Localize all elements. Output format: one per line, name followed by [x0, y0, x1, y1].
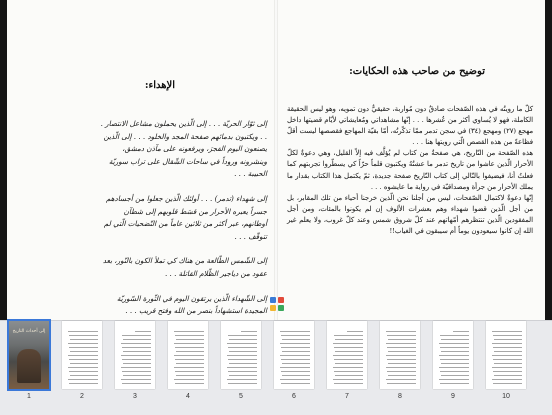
thumbnail-text-line [174, 379, 204, 380]
thumbnail-text-line [121, 379, 151, 380]
body-paragraph: إنّها دعوةٌ لاكتمال الصّفحات، ليس من أجلنا نحن الّذين خرجنا أحياء من تلك المقابر، بل من أجل الّذين قضوا شهداء وهم بعشرات الألوف إن لم يكونوا بالمئات، ومن أجل المفقودين الّذين تنتظرهم أمّهاتهم عند كلّ شروق شمس وعند كلّ غروب، ولا يعلم غير الله إن كانوا سيعودون يوماً أم سيبقون في الغياب!! [287, 193, 533, 236]
thumbnail-text-line [440, 347, 469, 348]
thumbnail-text-line [282, 351, 310, 352]
thumbnail-text-line [334, 347, 363, 348]
thumbnail-text-line [494, 375, 522, 376]
thumbnail-page-number: 10 [502, 393, 510, 400]
thumbnail-text-line [386, 355, 416, 356]
thumbnail-text-line [175, 335, 204, 336]
thumbnail-text-line [494, 339, 522, 340]
thumbnail-text-line [68, 379, 98, 380]
thumbnail-text-line [386, 379, 416, 380]
thumbnail-page-number: 8 [398, 393, 402, 400]
thumbnail-text-line [228, 371, 257, 372]
thumbnail-text-line [70, 375, 98, 376]
thumbnail-text-line [492, 379, 522, 380]
thumbnail-text-line [334, 359, 363, 360]
thumbnail-text-line [121, 367, 151, 368]
thumbnail-text-line [441, 351, 469, 352]
thumbnail-text-line [334, 371, 363, 372]
dedication-paragraph: إلى ثوّار الحريّة . . . إلى الّذين يحملون مشاعل الانتصار . . . ويكتبون بدمائهم صفحة المجد والخلود . . . إلى الّذين يصنعون اليوم الفجرَ، ويرفعونه على مآذن دمشق، وينشرونه وروداً في ساحات الشّقال على تراب سوريّة الحبيبة . . . [100, 119, 267, 179]
thumbnail-text-line [280, 343, 310, 344]
thumbnail-text-line [123, 375, 151, 376]
thumbnail-text-line [281, 383, 310, 384]
dedication-title: الإهداء: [144, 80, 175, 91]
thumbnail-text-line [281, 335, 310, 336]
thumbnail[interactable] [112, 321, 158, 415]
grid-view-icon[interactable] [270, 297, 284, 311]
thumbnail-text-line [123, 351, 151, 352]
thumbnail-page[interactable] [221, 321, 261, 389]
thumbnail-text-line [493, 347, 522, 348]
thumbnail[interactable] [218, 321, 264, 415]
thumbnail-text-line [386, 331, 416, 332]
thumbnail-page[interactable] [274, 321, 314, 389]
thumbnail-text-line [335, 339, 363, 340]
thumbnail[interactable] [271, 321, 317, 415]
thumbnail-text-line [122, 335, 151, 336]
thumbnail-text-line [387, 359, 416, 360]
thumbnail-text-line [494, 351, 522, 352]
thumbnail-text-line [333, 379, 363, 380]
thumbnail-text-line [493, 371, 522, 372]
thumbnail[interactable] [59, 321, 105, 415]
thumbnail-text-line [69, 335, 98, 336]
chapter-title: توضيح من صاحب هذه الحكايات: [349, 66, 485, 77]
body-paragraph: هذه الصّفحة من التّاريخ، هي صفحةٌ من كتاب لم يُؤلَّف فيه إلاّ القليل، وهي دعوةٌ لكلّ الأحرار الّذين عاشوا من تاريخ تدمر ما عشتُهُ ويكتبون قلماً حرّاً كي يسطّروا تجربتهم كما فعلتُ أنا، فيضيفوا بالتّالي إلى كتاب التّاريخ صفحة جديدة، ثمّ يكتمل هذا الكتاب بقدار ما يملك الأحرار من جرأة ومصداقيّة في رواية ما عايشوه . . . [287, 149, 533, 191]
dedication-paragraph: إلى الشّمس الطّالعة من هناك كي تملأ الكون بالنّور، بعد عقود من دياجير الظّلام القاتلة . . . [102, 256, 267, 278]
thumbnail-page[interactable] [380, 321, 420, 389]
thumbnail-text-line [68, 367, 98, 368]
thumbnail-text-line [282, 363, 310, 364]
thumbnail[interactable] [377, 321, 423, 415]
thumbnail-page[interactable] [433, 321, 473, 389]
thumbnail-text-line [281, 371, 310, 372]
thumbnail-page-number: 9 [451, 393, 455, 400]
thumbnail-text-line [229, 351, 257, 352]
thumbnail-text-line [281, 347, 310, 348]
thumbnail-text-line [335, 375, 363, 376]
thumbnail-text-line [176, 351, 204, 352]
dedication-text [97, 118, 267, 320]
thumbnail[interactable] [165, 321, 211, 415]
dedication-paragraph: إلى الشّهداء الّذين يرتقون اليوم في الثّورة السّوريّة المجيدة استشهاداً بنصر من الله وفتح قريب . . . [116, 293, 267, 316]
thumbnail-text-line [122, 371, 151, 372]
thumbnail-text-line [441, 363, 469, 364]
thumbnail-page-number: 4 [186, 393, 190, 400]
thumbnail-text-line [441, 339, 469, 340]
thumbnail-page-number: 2 [80, 393, 84, 400]
thumbnail-text-line [70, 339, 98, 340]
thumbnail[interactable] [483, 321, 529, 415]
thumbnail-text-line [335, 351, 363, 352]
thumbnail-page[interactable] [486, 321, 526, 389]
thumbnail-text-line [122, 359, 151, 360]
thumbnail-page-number: 1 [27, 393, 31, 400]
thumbnail-text-line [440, 371, 469, 372]
thumbnail-text-line [333, 355, 363, 356]
thumbnail-page-number: 7 [345, 393, 349, 400]
thumbnail-text-line [70, 363, 98, 364]
thumbnail-text-line [241, 331, 257, 332]
thumbnail-text-line [174, 331, 204, 332]
right-page [277, 0, 545, 320]
thumbnail-text-line [453, 331, 469, 332]
thumbnail-text-line [69, 383, 98, 384]
thumbnail-text-line [440, 359, 469, 360]
thumbnail-text-line [386, 367, 416, 368]
thumbnail-text-line [335, 363, 363, 364]
body-paragraph: كلّ ما رويتُه في هذه الصّفحات صادقٌ دون مُواربة، حقيقيٌّ دون تمويه، وهو ليس الحقيقة الكاملة، فهو لا يُساوي أكثر من عُشرها . . . إنّها مشاهداتي ومُعايشاتي لأيّام قضيتها داخل مهجع (٢٧) ومهجع (٣٤) في سجن تدمر ممّا تذكّرتُه، أمّا بقيّة المهاجع فقصصها ليست أقلّ فظاعةً من هذه القصص الّتي رويتها هنا . . . [287, 105, 533, 147]
thumbnail-text-line [227, 343, 257, 344]
thumbnail-text-line [68, 355, 98, 356]
thumbnail-text-line [176, 363, 204, 364]
thumbnail-text-line [439, 367, 469, 368]
thumbnail-text-line [227, 379, 257, 380]
thumbnail-text-line [494, 363, 522, 364]
thumbnail-text-line [387, 371, 416, 372]
thumbnail-text-line [176, 375, 204, 376]
thumbnail-text-line [135, 331, 151, 332]
thumbnail-text-line [280, 355, 310, 356]
thumbnail-text-line [227, 355, 257, 356]
thumbnail-text-line [175, 371, 204, 372]
cover-title: إلى أحداث التاريخ [12, 329, 46, 334]
thumbnail[interactable] [430, 321, 476, 415]
thumbnail-text-line [174, 355, 204, 356]
thumbnail-text-line [281, 359, 310, 360]
thumbnail-text-line [229, 363, 257, 364]
dedication-paragraph: إلى شهداء (تدمر) . . . أولئك الّذين جعلوا من أجسادهم جسراً يعبره الأحرار من قسَط قلوبهم إلى شطآن أوطانهم، عبر أكثر من ثلاثين عاماً من التّضحيات الّتي لم تتوقّف . . . [103, 193, 267, 241]
thumbnail-text-line [175, 383, 204, 384]
thumbnail-text-line [388, 363, 416, 364]
thumbnail-page[interactable] [62, 321, 102, 389]
thumbnail-text-line [492, 355, 522, 356]
thumbnail-text-line [388, 375, 416, 376]
thumbnail-page-number: 5 [239, 393, 243, 400]
body-text [287, 104, 533, 237]
thumbnail-text-line [229, 375, 257, 376]
thumbnail-text-line [387, 383, 416, 384]
thumbnail-page-number: 6 [292, 393, 296, 400]
thumbnail-page[interactable] [327, 321, 367, 389]
thumbnail-page[interactable] [168, 321, 208, 389]
thumbnail-text-line [280, 331, 310, 332]
thumbnail-text-line [333, 343, 363, 344]
thumbnail-text-line [388, 339, 416, 340]
thumbnail-text-line [69, 371, 98, 372]
thumbnail-text-line [70, 351, 98, 352]
book-cover [9, 321, 49, 389]
thumbnail-text-line [493, 335, 522, 336]
thumbnail-text-line [280, 367, 310, 368]
thumbnail-text-line [121, 355, 151, 356]
thumbnail-text-line [440, 383, 469, 384]
thumbnail-text-line [439, 355, 469, 356]
thumbnail-text-line [280, 379, 310, 380]
thumbnail-text-line [347, 331, 363, 332]
thumbnail-text-line [69, 347, 98, 348]
thumbnail-text-line [121, 343, 151, 344]
thumbnail-text-line [123, 363, 151, 364]
left-page [7, 0, 275, 320]
thumbnail-text-line [68, 343, 98, 344]
thumbnail-text-line [388, 351, 416, 352]
thumbnail-text-line [387, 335, 416, 336]
thumbnail-text-line [440, 335, 469, 336]
thumbnail-text-line [68, 331, 98, 332]
thumbnail-text-line [174, 367, 204, 368]
thumbnail-text-line [439, 379, 469, 380]
grid-square [278, 297, 284, 303]
thumbnail[interactable] [6, 321, 52, 415]
thumbnail-text-line [123, 339, 151, 340]
thumbnail-page[interactable] [115, 321, 155, 389]
thumbnail-text-line [175, 347, 204, 348]
thumbnail-text-line [228, 347, 257, 348]
thumbnail-text-line [492, 343, 522, 344]
grid-square [270, 297, 276, 303]
thumbnail-text-line [174, 343, 204, 344]
thumbnail-text-line [122, 383, 151, 384]
thumbnail[interactable] [324, 321, 370, 415]
thumbnail-text-line [386, 343, 416, 344]
thumbnail-text-line [175, 359, 204, 360]
thumbnail-text-line [334, 335, 363, 336]
thumbnail-text-line [229, 339, 257, 340]
thumbnail-text-line [334, 383, 363, 384]
thumbnail-text-line [492, 367, 522, 368]
thumbnail-text-line [333, 367, 363, 368]
thumbnail-text-line [69, 359, 98, 360]
grid-square [270, 305, 276, 311]
grid-square [278, 305, 284, 311]
cover-illustration [17, 349, 41, 383]
thumbnail-text-line [282, 375, 310, 376]
thumbnail-text-line [493, 359, 522, 360]
thumbnail-page-number: 3 [133, 393, 137, 400]
thumbnail-text-line [228, 335, 257, 336]
thumbnail-text-line [228, 359, 257, 360]
thumbnail-text-line [493, 383, 522, 384]
thumbnail-page[interactable] [9, 321, 49, 389]
thumbnail-text-line [282, 339, 310, 340]
thumbnail-text-line [439, 343, 469, 344]
page-spread[interactable] [7, 0, 545, 320]
thumbnail-strip[interactable] [0, 320, 552, 415]
thumbnail-text-line [387, 347, 416, 348]
thumbnail-text-line [441, 375, 469, 376]
thumbnail-text-line [227, 367, 257, 368]
thumbnail-text-line [176, 339, 204, 340]
thumbnail-text-line [492, 331, 522, 332]
thumbnail-text-line [122, 347, 151, 348]
thumbnail-text-line [228, 383, 257, 384]
